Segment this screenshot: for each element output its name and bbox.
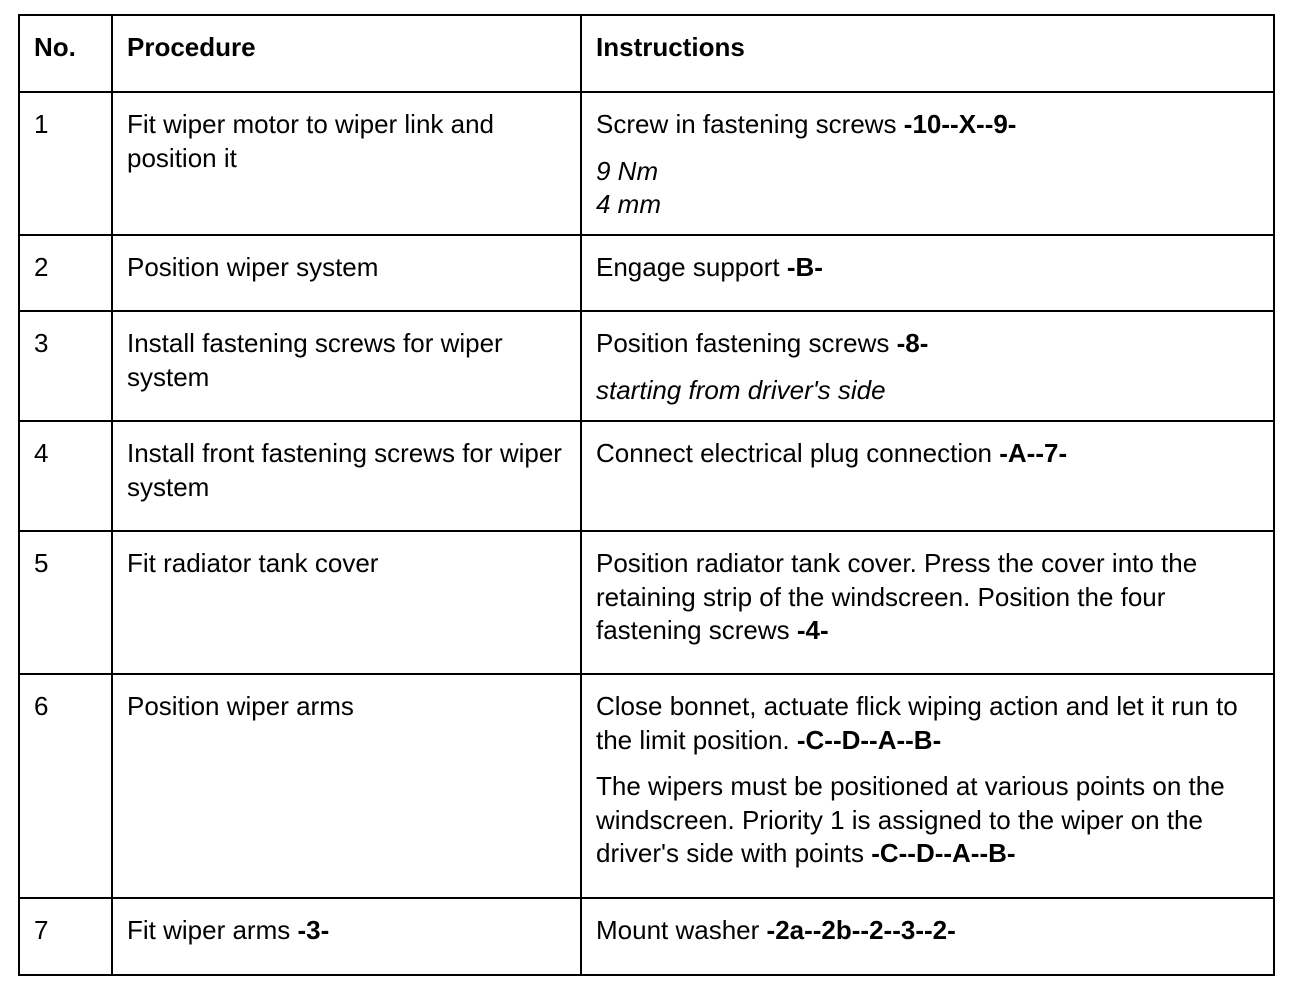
table-row — [19, 898, 1274, 975]
instruction-reference: -C--D--A--B- — [796, 724, 942, 755]
step-number: 3 — [19, 311, 112, 421]
instruction-reference: -A--7- — [999, 438, 1068, 468]
step-number: 7 — [19, 898, 112, 975]
instruction-reference: -C--D--A--B- — [871, 838, 1016, 868]
instruction-reference: -B- — [786, 252, 823, 282]
table-row — [19, 531, 1274, 674]
instruction-reference: -8- — [896, 328, 929, 358]
instruction-main: Screw in fastening screws — [596, 109, 904, 139]
table-row — [19, 311, 1274, 421]
procedure-cell — [112, 898, 581, 975]
instruction-reference: -2a--2b--2--3--2- — [766, 915, 956, 945]
instruction-text — [596, 690, 1259, 757]
table-row — [19, 92, 1274, 235]
instruction-note — [596, 155, 1259, 222]
instruction-main: The wipers must be positioned at various points on the windscreen. Priority 1 is assigned to the wiper on the driver's side with points — [596, 771, 1225, 868]
instruction-text-secondary — [596, 770, 1259, 871]
instruction-main: Position radiator tank cover. Press the cover into the retaining strip of the windscreen. Position the four fastening screws — [596, 548, 1198, 645]
procedure-table-container — [18, 14, 1274, 976]
instruction-reference: -4- — [796, 615, 829, 645]
procedure-main: Fit wiper arms — [127, 915, 298, 945]
instruction-text — [596, 327, 1259, 361]
step-number: 2 — [19, 235, 112, 311]
procedure-cell: Install front fastening screws for wiper system — [112, 421, 581, 531]
instruction-text — [596, 251, 1259, 285]
procedure-cell: Fit radiator tank cover — [112, 531, 581, 674]
instruction-note: starting from driver's side — [596, 374, 886, 405]
instruction-main: Close bonnet, actuate flick wiping action and let it run to the limit position. — [596, 691, 1238, 755]
procedure-cell: Position wiper arms — [112, 674, 581, 898]
procedure-cell: Install fastening screws for wiper system — [112, 311, 581, 421]
instructions-cell — [581, 674, 1274, 898]
instruction-reference: -10--X--9- — [903, 109, 1017, 139]
header-procedure: Procedure — [112, 15, 581, 92]
procedure-cell: Position wiper system — [112, 235, 581, 311]
instruction-main: Mount washer — [596, 915, 767, 945]
step-number: 4 — [19, 421, 112, 531]
procedure-reference: -3- — [297, 915, 330, 945]
table-row — [19, 235, 1274, 311]
step-number: 1 — [19, 92, 112, 235]
procedure-table — [18, 14, 1275, 976]
step-number: 6 — [19, 674, 112, 898]
step-number: 5 — [19, 531, 112, 674]
instructions-cell — [581, 235, 1274, 311]
table-header-row — [19, 15, 1274, 92]
instructions-cell — [581, 421, 1274, 531]
instructions-cell — [581, 898, 1274, 975]
header-instructions: Instructions — [581, 15, 1274, 92]
table-row — [19, 674, 1274, 898]
procedure-cell: Fit wiper motor to wiper link and position it — [112, 92, 581, 235]
instruction-text — [596, 547, 1259, 648]
instruction-text — [596, 437, 1259, 471]
instruction-text — [596, 914, 1259, 948]
torque-note: 9 Nm — [596, 155, 659, 186]
instruction-main: Engage support — [596, 252, 787, 282]
table-row — [19, 421, 1274, 531]
size-note: 4 mm — [596, 189, 661, 219]
instructions-cell — [581, 531, 1274, 674]
instruction-main: Position fastening screws — [596, 328, 897, 358]
instruction-main: Connect electrical plug connection — [596, 438, 1000, 468]
instructions-cell — [581, 311, 1274, 421]
instructions-cell — [581, 92, 1274, 235]
instruction-text — [596, 108, 1259, 142]
header-no: No. — [19, 15, 112, 92]
